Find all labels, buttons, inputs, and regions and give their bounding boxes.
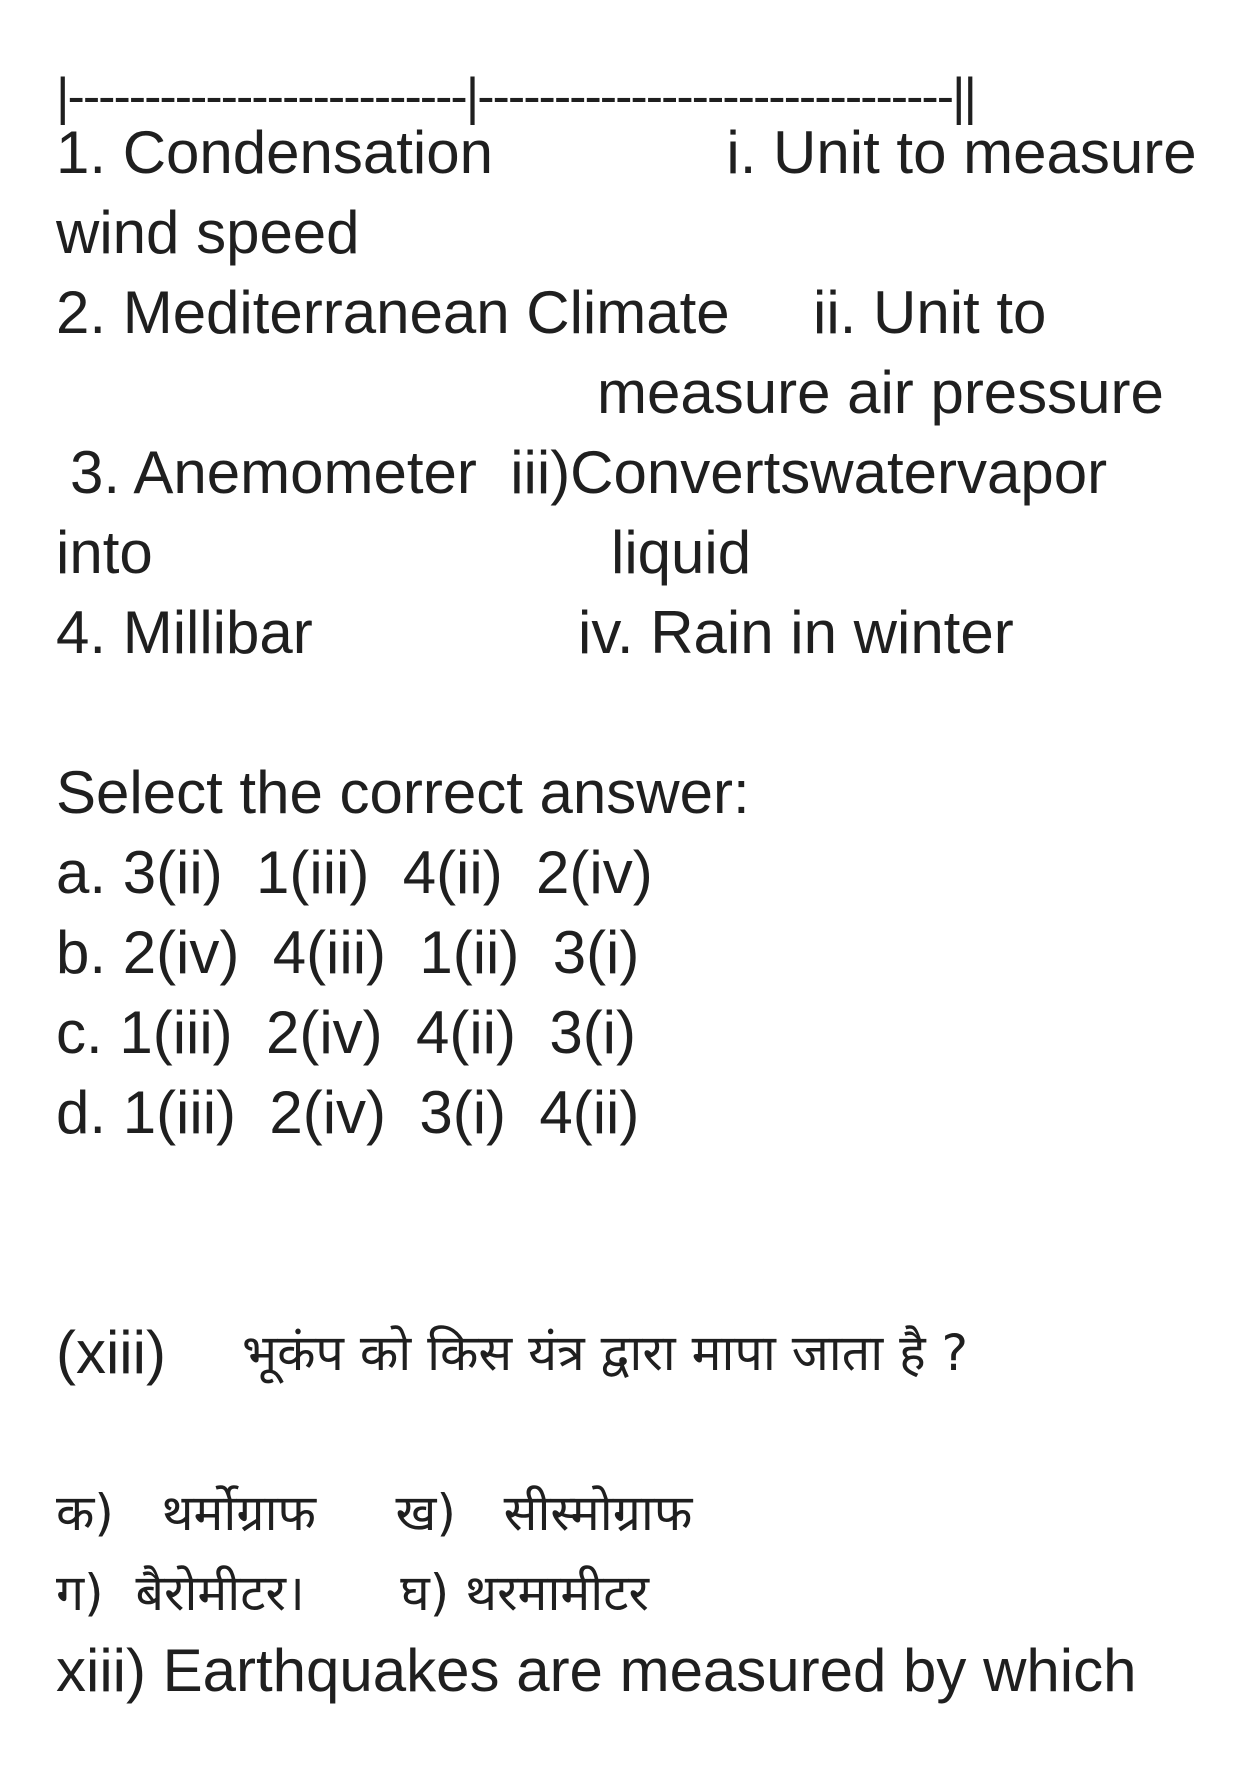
question-english: xiii) Earthquakes are measured by which	[56, 1637, 1137, 1704]
question-hindi: भूकंप को किस यंत्र द्वारा मापा जाता है ?	[242, 1324, 969, 1382]
option-b: b. 2(iv) 4(iii) 1(ii) 3(i)	[56, 919, 640, 986]
hindi-options-row-1: क) थर्मोग्राफ ख) सीस्मोग्राफ	[56, 1484, 693, 1542]
option-d: d. 1(iii) 2(iv) 3(i) 4(ii)	[56, 1079, 640, 1146]
match-row-4-left: 4. Millibar	[56, 599, 313, 666]
option-a: a. 3(ii) 1(iii) 4(ii) 2(iv)	[56, 839, 653, 906]
option-c: c. 1(iii) 2(iv) 4(ii) 3(i)	[56, 999, 636, 1066]
instruction-text: Select the correct answer:	[56, 759, 750, 826]
hindi-options-row-2: ग) बैरोमीटर। घ) थरमामीटर	[56, 1564, 649, 1622]
match-row-1-continued: wind speed	[56, 199, 360, 266]
match-row-3-continued-right: liquid	[611, 519, 752, 586]
match-row-2-continued: measure air pressure	[597, 359, 1164, 426]
divider-line: |--------------------------|-------------------------------||	[56, 68, 976, 126]
match-row-3: 3. Anemometer iii)Convertswatervapor	[70, 439, 1108, 506]
match-row-1: 1. Condensation i. Unit to measure	[56, 119, 1197, 186]
match-row-3-continued-left: into	[56, 519, 153, 586]
match-row-2: 2. Mediterranean Climate ii. Unit to	[56, 279, 1047, 346]
match-row-4-right: iv. Rain in winter	[578, 599, 1014, 666]
question-number: (xiii)	[56, 1319, 166, 1386]
